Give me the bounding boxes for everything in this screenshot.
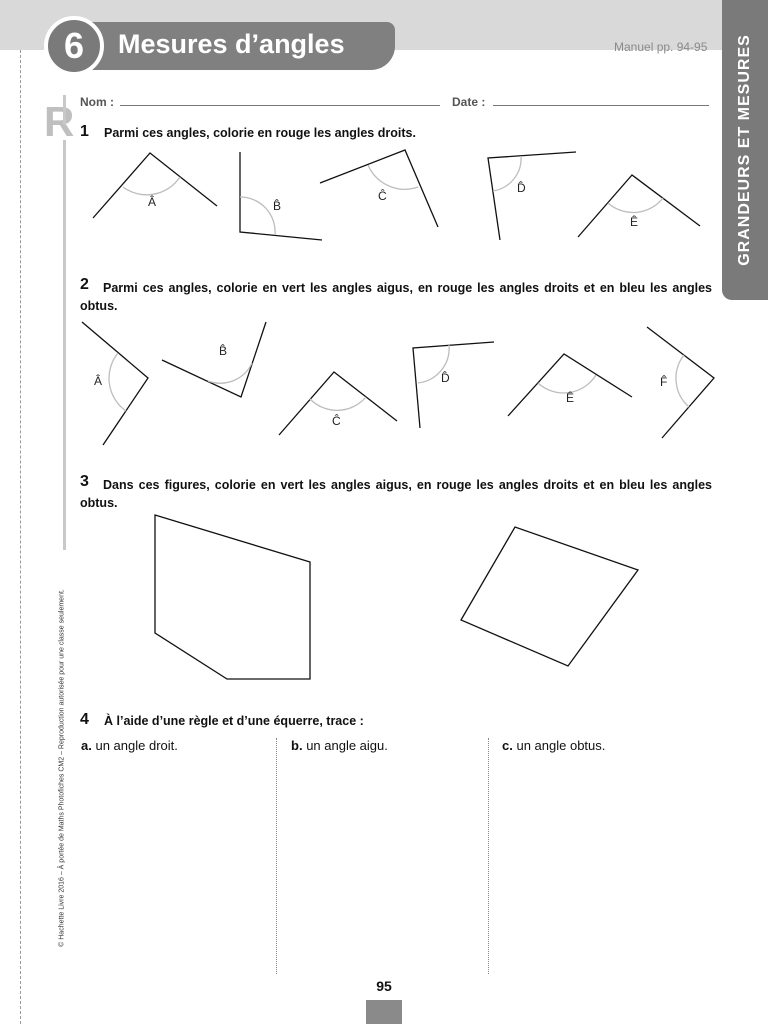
q1-arc-e <box>608 198 663 213</box>
question-3-number: 3 <box>80 473 89 490</box>
copyright-notice: © Hachette Livre 2016 – À portée de Maths Photofiches CM2 – Reproduction autorisée pour une classe seulement. <box>58 589 66 947</box>
q1-arc-a <box>123 177 180 195</box>
question-2-number: 2 <box>80 276 89 293</box>
manual-reference: Manuel pp. 94-95 <box>614 40 708 54</box>
q2-label-d: D̂ <box>441 371 450 385</box>
q1-label-b: B̂ <box>273 199 282 213</box>
q2-label-a: Â <box>94 374 103 388</box>
lesson-number-badge: 6 <box>44 16 104 76</box>
q2-label-f: F̂ <box>660 375 668 389</box>
question-1-number: 1 <box>80 123 89 140</box>
q1-angle-b[interactable] <box>240 152 322 240</box>
question-1-text: Parmi ces angles, colorie en rouge les angles droits. <box>104 126 416 140</box>
q1-label-d: D̂ <box>517 181 526 195</box>
q2-arc-b <box>208 363 252 383</box>
q3-figure-pentagon[interactable] <box>155 515 310 679</box>
q2-angle-d[interactable] <box>413 342 494 428</box>
q1-label-e: Ê <box>630 215 639 229</box>
q1-arc-b <box>240 197 275 235</box>
margin-letter: R <box>44 98 75 145</box>
q2-arc-a <box>109 353 126 411</box>
q1-label-c: Ĉ <box>378 189 387 203</box>
name-label: Nom : <box>80 95 114 109</box>
question-3-text: Dans ces figures, colorie en vert les angles aigus, en rouge les angles droits et en bleu les angles obtus. <box>80 478 712 510</box>
q2-arc-f <box>676 355 689 407</box>
q4-item-c-letter: c. <box>502 738 513 753</box>
q2-angle-b[interactable] <box>162 322 266 397</box>
q1-label-a: Â <box>148 195 157 209</box>
question-4-text: À l’aide d’une règle et d’une équerre, trace : <box>104 714 364 728</box>
q2-angle-f[interactable] <box>647 327 714 438</box>
page-title: Mesures d’angles <box>118 29 345 59</box>
q2-label-b: B̂ <box>219 344 228 358</box>
q2-angle-a[interactable] <box>82 322 148 445</box>
date-label: Date : <box>452 95 486 109</box>
q4-item-b-text: un angle aigu. <box>306 738 388 753</box>
q2-angle-e[interactable] <box>508 354 632 416</box>
q2-arc-c <box>310 397 366 410</box>
q1-angle-e[interactable] <box>578 175 700 237</box>
page-tab <box>366 1000 402 1024</box>
q4-item-a-text: un angle droit. <box>95 738 178 753</box>
q4-item-b-letter: b. <box>291 738 303 753</box>
q2-label-e: Ê <box>566 391 575 405</box>
q4-item-a-letter: a. <box>81 738 92 753</box>
question-4-number: 4 <box>80 711 89 728</box>
q2-label-c: Ĉ <box>332 414 341 428</box>
side-tab-label: GRANDEURS ET MESURES <box>736 34 753 266</box>
q3-figure-quadrilateral[interactable] <box>461 527 638 666</box>
q4-item-c-text: un angle obtus. <box>516 738 606 753</box>
q1-arc-c <box>368 165 418 189</box>
question-2-text: Parmi ces angles, colorie en vert les angles aigus, en rouge les angles droits et en bleu les angles obtus. <box>80 281 712 313</box>
q1-angle-d[interactable] <box>488 152 576 240</box>
page-number: 95 <box>376 978 392 994</box>
